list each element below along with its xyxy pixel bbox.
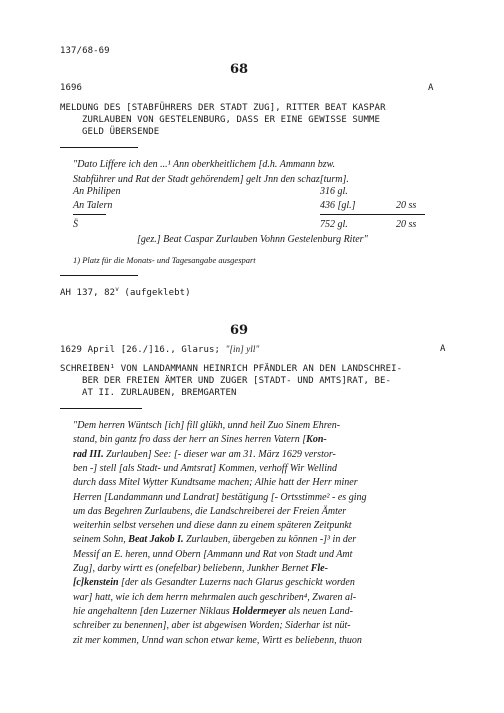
letter-line xyxy=(73,592,356,603)
account-row-label: An Philipen xyxy=(73,186,121,197)
doc-type-letter: A xyxy=(428,83,434,93)
signature: [gez.] Beat Caspar Zurlauben Vohnn Gestelenburg Riter" xyxy=(137,234,368,245)
letter-line xyxy=(73,449,336,460)
doc-title-line: BER DER FREIEN ÄMTER UND ZUGER [STADT- UND AMTS]RAT, BE- xyxy=(82,376,392,386)
account-row-amount: 752 gl. xyxy=(320,219,348,230)
bold-name: Beat Jakob I. xyxy=(128,534,184,546)
doc-title-line: SCHREIBEN¹ VON LANDAMMANN HEINRICH PFÄNDLER AN DEN LANDSCHREI- xyxy=(60,364,403,374)
bold-name: [c]kenstein xyxy=(73,577,119,589)
letter-line xyxy=(73,477,358,488)
footnote: 1) Platz für die Monats- und Tagesangabe ausgespart xyxy=(73,255,256,265)
account-row-label: S̈ xyxy=(73,219,78,230)
doc-title-line: ZURLAUBEN VON GESTELENBURG, DASS ER EINE GEWISSE SUMME xyxy=(82,115,380,125)
bold-name: Fle- xyxy=(310,563,328,574)
text-segment: Zug], darby wirtt es (onefelbar) beliebenn, Junkher Bernet xyxy=(73,563,311,574)
title-divider xyxy=(60,147,138,148)
letter-line xyxy=(73,635,362,646)
text-segment: seinem Sohn, xyxy=(73,534,129,546)
source-divider xyxy=(60,275,138,276)
title-divider xyxy=(60,408,142,409)
source-reference xyxy=(60,286,191,298)
letter-line xyxy=(73,434,327,445)
letter-line xyxy=(73,420,340,431)
text-segment: Zurlauben, übergeben zu können -]³ in der xyxy=(183,534,357,546)
text-segment: stand, bin gantz fro dass der herr an Sines herren Vatern [ xyxy=(73,434,307,446)
text-segment: als neuen Land- xyxy=(286,605,353,617)
account-row-amount: 436 [gl.] xyxy=(320,200,356,211)
text-segment: weiterhin selbst versehen und diese dann zu einem späteren Zeitpunkt xyxy=(73,520,352,532)
page-reference: 137/68-69 xyxy=(60,46,110,56)
doc-title-line: GELD ÜBERSENDE xyxy=(82,127,160,137)
source-note: (aufgeklebt) xyxy=(118,288,191,298)
letter-line xyxy=(73,534,356,545)
text-segment: war] hatt, wie ich dem herrn mehrmalen auch geschriben⁴, Zwaren al- xyxy=(73,591,357,603)
source-text: AH 137, 82 xyxy=(60,288,116,298)
doc-number: 68 xyxy=(230,62,249,77)
doc-type-letter: A xyxy=(440,344,446,354)
text-line: "Dato Liffere ich den ...¹ Ann oberkheitlichem [d.h. Ammann bzw. xyxy=(73,159,336,170)
sum-underline xyxy=(320,214,425,215)
letter-line xyxy=(73,463,337,474)
text-segment: Herren [Landammann und Landrat] bestätigung [- Ortsstimme² - es ging xyxy=(73,491,367,503)
account-row-label: An Talern xyxy=(73,200,113,211)
account-row-extra: 20 ss xyxy=(396,200,417,211)
source-folio-sup: v xyxy=(115,286,119,293)
doc-title-line: MELDUNG DES [STABFÜHRERS DER STADT ZUG], RITTER BEAT KASPAR xyxy=(60,103,386,113)
letter-line xyxy=(73,620,351,631)
doc-date: 1696 xyxy=(60,83,83,93)
text-segment: durch dass Mitel Wytter Kundtsame machen; Alhie hatt der Herr miner xyxy=(73,477,358,489)
doc-date-place xyxy=(60,344,259,355)
letter-line xyxy=(73,506,346,517)
text-line: Stabführer und Rat der Stadt gehörendem] gelt Jnn den schaz[turm]. xyxy=(73,174,349,185)
letter-line xyxy=(73,549,352,560)
letter-line xyxy=(73,606,353,617)
text-segment: zit mer kommen, Unnd wan schon etwar keme, Wirtt es beliebenn, thuon xyxy=(73,634,362,646)
letter-line xyxy=(73,492,366,503)
doc-number: 69 xyxy=(230,323,249,338)
letter-line xyxy=(73,577,355,588)
doc-title-line: AT II. ZURLAUBEN, BREMGARTEN xyxy=(82,388,237,398)
text-segment: [der als Gesandter Luzerns nach Glarus geschickt worden xyxy=(118,577,355,589)
letter-line xyxy=(73,520,352,531)
text-segment: ben -] stell [als Stadt- und Amtsrat] Kommen, verhoff Wir Wellind xyxy=(73,462,337,474)
letter-line xyxy=(73,563,328,574)
text-segment: Zurlauben] See: [- dieser war am 31. März 1629 verstor- xyxy=(103,448,336,460)
text-segment: Messif an E. heren, unnd Obern [Ammann und Rat von Stadt und Amt xyxy=(73,548,353,560)
text-segment: um das Begehren Zurlaubens, die Landschreiberei der Freien Ämter xyxy=(73,505,347,517)
account-row-amount: 316 gl. xyxy=(320,186,348,197)
bold-name: Holdermeyer xyxy=(232,605,287,617)
bold-name: rad III. xyxy=(73,448,104,460)
doc-date-note: "[in] yll" xyxy=(225,344,260,354)
account-row-extra: 20 ss xyxy=(396,219,417,230)
sum-underline xyxy=(73,214,106,215)
text-segment: schreiber zu benennen], aber ist abgewisen Worden; Siderhar ist nüt- xyxy=(73,620,351,632)
text-segment: "Dem herren Wüntsch [ich] fill glükh, unnd heil Zuo Sinem Ehren- xyxy=(73,420,341,431)
text-segment: hie angehaltenn [den Luzerner Niklaus xyxy=(73,605,233,617)
doc-date-text: 1629 April [26./]16., Glarus; xyxy=(60,345,226,355)
bold-name: Kon- xyxy=(306,434,327,446)
